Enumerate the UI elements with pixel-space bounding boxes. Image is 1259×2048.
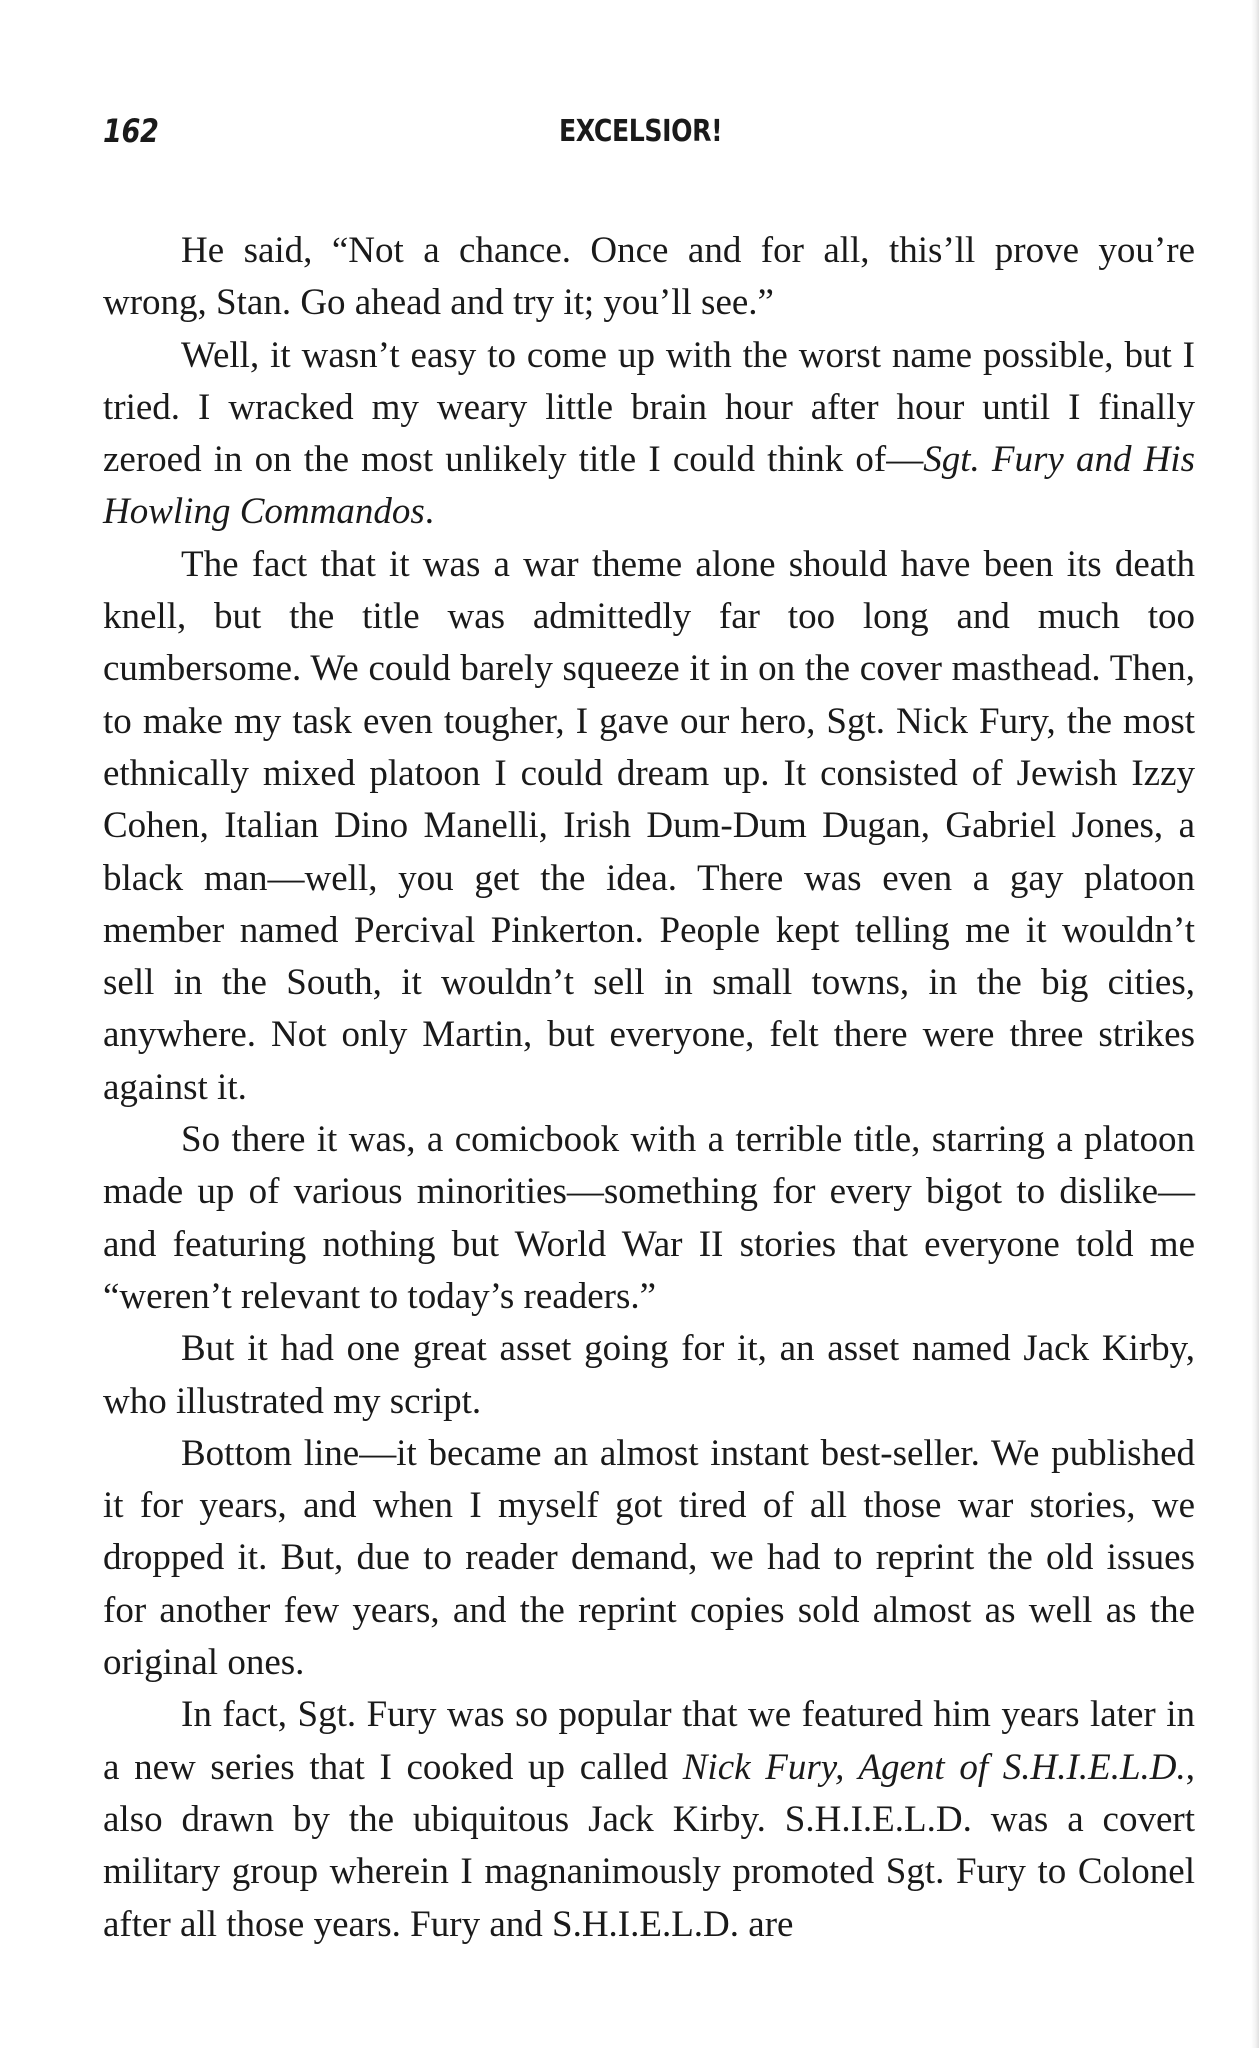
book-title-sgt-fury: Sgt. Fury and His Howling Commandos xyxy=(103,439,1195,533)
paragraph-3-text: The fact that it was a war theme alone should have been its death knell, but the title was admittedly far too long and much too cumbersome. We could barely squeeze it in on the cover masthead. Then, to make my task even tougher, I gave our hero, Sgt. Nick Fury, the most ethnically mixed platoon I could dream up. It consisted of Jewish Izzy Cohen, Italian Dino Manelli, Irish Dum-Dum Dugan, Gabriel Jones, a black man—well, you get the idea. There was even a gay platoon member named Percival Pinkerton. People kept telling me it wouldn’t sell in the South, it wouldn’t sell in small towns, in the big cities, anywhere. Not only Martin, but everyone, felt there were three strikes against it. xyxy=(103,543,1195,1108)
book-title-nick-fury: Nick Fury, Agent of S.H.I.E.L.D. xyxy=(682,1746,1186,1788)
paragraph-7-end: , also drawn by the ubiquitous Jack Kirby. S.H.I.E.L.D. was a covert military group wherein I magnanimously promoted Sgt. Fury to Colonel after all those years. Fury and S.H.I.E.L.D. are xyxy=(103,1746,1195,1945)
running-head xyxy=(103,112,1195,162)
paragraph-1-text: He said, “Not a chance. Once and for all, this’ll prove you’re wrong, Stan. Go ahead and try it; you’ll see.” xyxy=(103,230,1195,324)
paragraph-5-text: But it had one great asset going for it, an asset named Jack Kirby, who illustrated my script. xyxy=(103,1328,1195,1422)
running-title: EXCELSIOR! xyxy=(559,114,723,149)
paragraph-6 xyxy=(103,1428,1195,1689)
paragraph-3 xyxy=(103,539,1195,1114)
paragraph-2-text: Well, it wasn’t easy to come up with the worst name possible, but I tried. I wracked my weary little brain hour after hour until I finally zeroed in on the most unlikely title I could think of— xyxy=(103,334,1195,481)
page-edge-shadow xyxy=(1251,0,1259,2048)
page-number: 162 xyxy=(103,112,159,150)
paragraph-6-text: Bottom line—it became an almost instant best-seller. We published it for years, and when I myself got tired of all those war stories, we dropped it. But, due to reader demand, we had to reprint the old issues for another few years, and the reprint copies sold almost as well as the original ones. xyxy=(103,1432,1195,1684)
body-text xyxy=(103,225,1195,1951)
paragraph-2-end: . xyxy=(424,491,434,533)
paragraph-4-text: So there it was, a comicbook with a terrible title, starring a platoon made up of various minorities—something for every bigot to dislike—and featuring nothing but World War II stories that everyone told me “weren’t relevant to today’s readers.” xyxy=(103,1119,1195,1317)
paragraph-1 xyxy=(103,225,1195,330)
paragraph-2 xyxy=(103,330,1195,539)
paragraph-5 xyxy=(103,1323,1195,1428)
paragraph-7-text: In fact, Sgt. Fury was so popular that we featured him years later in a new series that I cooked up called xyxy=(103,1694,1195,1788)
paragraph-7 xyxy=(103,1689,1195,1950)
paragraph-4 xyxy=(103,1114,1195,1323)
